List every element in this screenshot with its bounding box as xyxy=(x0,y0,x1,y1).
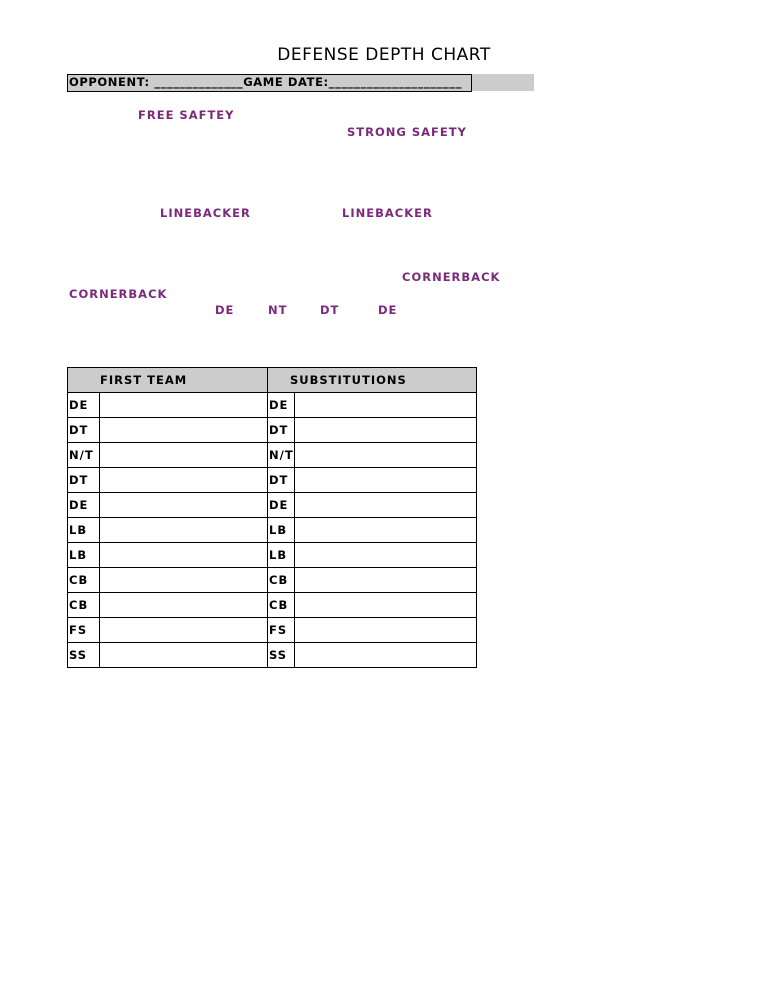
opponent-game-date-line xyxy=(69,74,462,91)
game-date-field[interactable]: _________________ xyxy=(328,75,437,89)
substitution-name-cell[interactable] xyxy=(294,443,476,468)
table-row xyxy=(68,443,477,468)
substitution-name-cell[interactable] xyxy=(294,543,476,568)
substitution-position: DE xyxy=(268,493,295,518)
substitutions-header: SUBSTITUTIONS xyxy=(268,368,477,393)
substitution-position: DE xyxy=(268,393,295,418)
free-safety-label: FREE SAFTEY xyxy=(138,108,235,122)
cornerback-left-label: CORNERBACK xyxy=(69,287,168,301)
table-row xyxy=(68,493,477,518)
substitution-position: DT xyxy=(268,468,295,493)
table-header-row xyxy=(68,368,477,393)
first-team-name-cell[interactable] xyxy=(100,468,268,493)
substitution-name-cell[interactable] xyxy=(294,568,476,593)
first-team-position: DE xyxy=(68,393,100,418)
first-team-header: FIRST TEAM xyxy=(68,368,268,393)
substitution-name-cell[interactable] xyxy=(294,593,476,618)
de-right-label: DE xyxy=(378,303,398,317)
trailing-blank: ____ xyxy=(436,75,463,89)
substitution-name-cell[interactable] xyxy=(294,493,476,518)
table-row xyxy=(68,393,477,418)
substitution-name-cell[interactable] xyxy=(294,618,476,643)
dt-label: DT xyxy=(320,303,340,317)
nt-label: NT xyxy=(268,303,288,317)
substitution-name-cell[interactable] xyxy=(294,393,476,418)
substitution-name-cell[interactable] xyxy=(294,518,476,543)
substitution-name-cell[interactable] xyxy=(294,643,476,668)
first-team-position: CB xyxy=(68,593,100,618)
first-team-name-cell[interactable] xyxy=(100,518,268,543)
first-team-position: SS xyxy=(68,643,100,668)
table-row xyxy=(68,518,477,543)
opponent-field[interactable]: ______________ xyxy=(154,75,244,89)
game-date-label: GAME DATE: xyxy=(243,75,329,89)
first-team-name-cell[interactable] xyxy=(100,443,268,468)
first-team-name-cell[interactable] xyxy=(100,493,268,518)
first-team-name-cell[interactable] xyxy=(100,418,268,443)
substitution-name-cell[interactable] xyxy=(294,468,476,493)
first-team-name-cell[interactable] xyxy=(100,593,268,618)
opponent-label: OPPONENT: xyxy=(69,75,150,89)
first-team-position: DE xyxy=(68,493,100,518)
table-row xyxy=(68,468,477,493)
linebacker-left-label: LINEBACKER xyxy=(160,206,251,220)
substitution-position: SS xyxy=(268,643,295,668)
first-team-name-cell[interactable] xyxy=(100,618,268,643)
strong-safety-label: STRONG SAFETY xyxy=(347,125,467,139)
table-row xyxy=(68,568,477,593)
first-team-position: DT xyxy=(68,418,100,443)
linebacker-right-label: LINEBACKER xyxy=(342,206,433,220)
first-team-position: LB xyxy=(68,543,100,568)
page-title: DEFENSE DEPTH CHART xyxy=(277,45,491,65)
substitution-position: N/T xyxy=(268,443,295,468)
de-left-label: DE xyxy=(215,303,235,317)
substitution-position: LB xyxy=(268,518,295,543)
substitution-position: LB xyxy=(268,543,295,568)
table-row xyxy=(68,418,477,443)
table-row xyxy=(68,543,477,568)
substitution-position: CB xyxy=(268,568,295,593)
table-row xyxy=(68,593,477,618)
first-team-position: CB xyxy=(68,568,100,593)
first-team-position: N/T xyxy=(68,443,100,468)
substitution-position: CB xyxy=(268,593,295,618)
depth-chart-table xyxy=(67,367,477,668)
first-team-name-cell[interactable] xyxy=(100,568,268,593)
first-team-position: LB xyxy=(68,518,100,543)
cornerback-right-label: CORNERBACK xyxy=(402,270,501,284)
substitution-name-cell[interactable] xyxy=(294,418,476,443)
first-team-name-cell[interactable] xyxy=(100,643,268,668)
first-team-position: FS xyxy=(68,618,100,643)
first-team-name-cell[interactable] xyxy=(100,543,268,568)
substitution-position: FS xyxy=(268,618,295,643)
table-row xyxy=(68,618,477,643)
first-team-name-cell[interactable] xyxy=(100,393,268,418)
substitution-position: DT xyxy=(268,418,295,443)
first-team-position: DT xyxy=(68,468,100,493)
table-row xyxy=(68,643,477,668)
